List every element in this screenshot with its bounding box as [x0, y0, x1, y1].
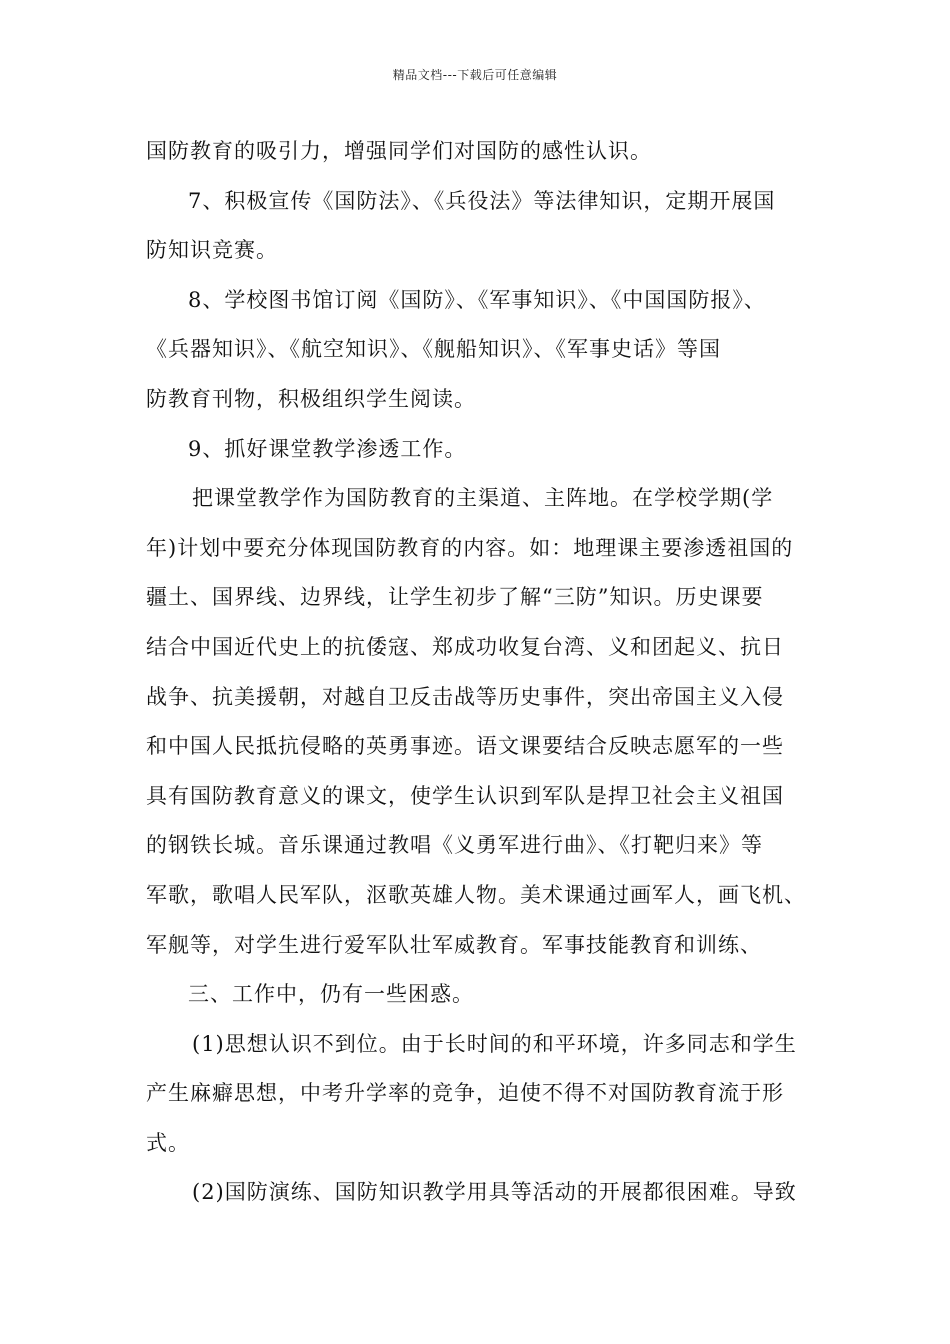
- text-line: 和中国人民抵抗侵略的英勇事迹。语文课要结合反映志愿军的一些: [146, 734, 784, 759]
- text-line: 结合中国近代史上的抗倭寇、郑成功收复台湾、义和团起义、抗日: [146, 634, 784, 659]
- text-line: 防教育刊物，积极组织学生阅读。: [146, 386, 476, 411]
- page-header: 精品文档---下载后可任意编辑: [392, 68, 558, 82]
- text-line: 的钢铁长城。音乐课通过教唱《义勇军进行曲》、《打靶归来》等: [146, 833, 763, 858]
- text-line: 战争、抗美援朝，对越自卫反击战等历史事件，突出帝国主义入侵: [146, 684, 784, 709]
- text-line: 具有国防教育意义的课文，使学生认识到军队是捍卫社会主义祖国: [146, 783, 784, 808]
- text-line: (1)思想认识不到位。由于长时间的和平环境，许多同志和学生: [192, 1031, 797, 1056]
- text-line: 军歌，歌唱人民军队，沤歌英雄人物。美术课通过画军人，画飞机、: [146, 882, 806, 907]
- text-line: 把课堂教学作为国防教育的主渠道、主阵地。在学校学期(学: [192, 486, 774, 511]
- text-line: 8、学校图书馆订阅《国防》、《军事知识》、《中国国防报》、: [188, 287, 766, 312]
- text-line: 疆土、国界线、边界线，让学生初步了解“三防”知识。历史课要: [146, 585, 764, 610]
- text-line: 式。: [146, 1130, 190, 1155]
- text-line: 国防教育的吸引力，增强同学们对国防的感性认识。: [146, 139, 652, 163]
- text-line: (2)国防演练、国防知识教学用具等活动的开展都很困难。导致: [192, 1180, 797, 1205]
- text-line: 年)计划中要充分体现国防教育的内容。如：地理课主要渗透祖国的: [146, 535, 794, 560]
- text-line: 《兵器知识》、《航空知识》、《舰船知识》、《军事史话》等国: [146, 337, 721, 362]
- text-line: 防知识竞赛。: [146, 238, 278, 263]
- text-line: 9、抓好课堂教学渗透工作。: [188, 436, 467, 461]
- text-line: 产生麻癖思想，中考升学率的竞争，迫使不得不对国防教育流于形: [146, 1081, 784, 1106]
- document-body: [146, 133, 822, 1224]
- text-line: 军舰等，对学生进行爱军队壮军威教育。军事技能教育和训练、: [146, 932, 762, 957]
- section-heading: 三、工作中，仍有一些困惑。: [188, 982, 474, 1007]
- text-line: 7、积极宣传《国防法》、《兵役法》等法律知识，定期开展国: [188, 188, 776, 213]
